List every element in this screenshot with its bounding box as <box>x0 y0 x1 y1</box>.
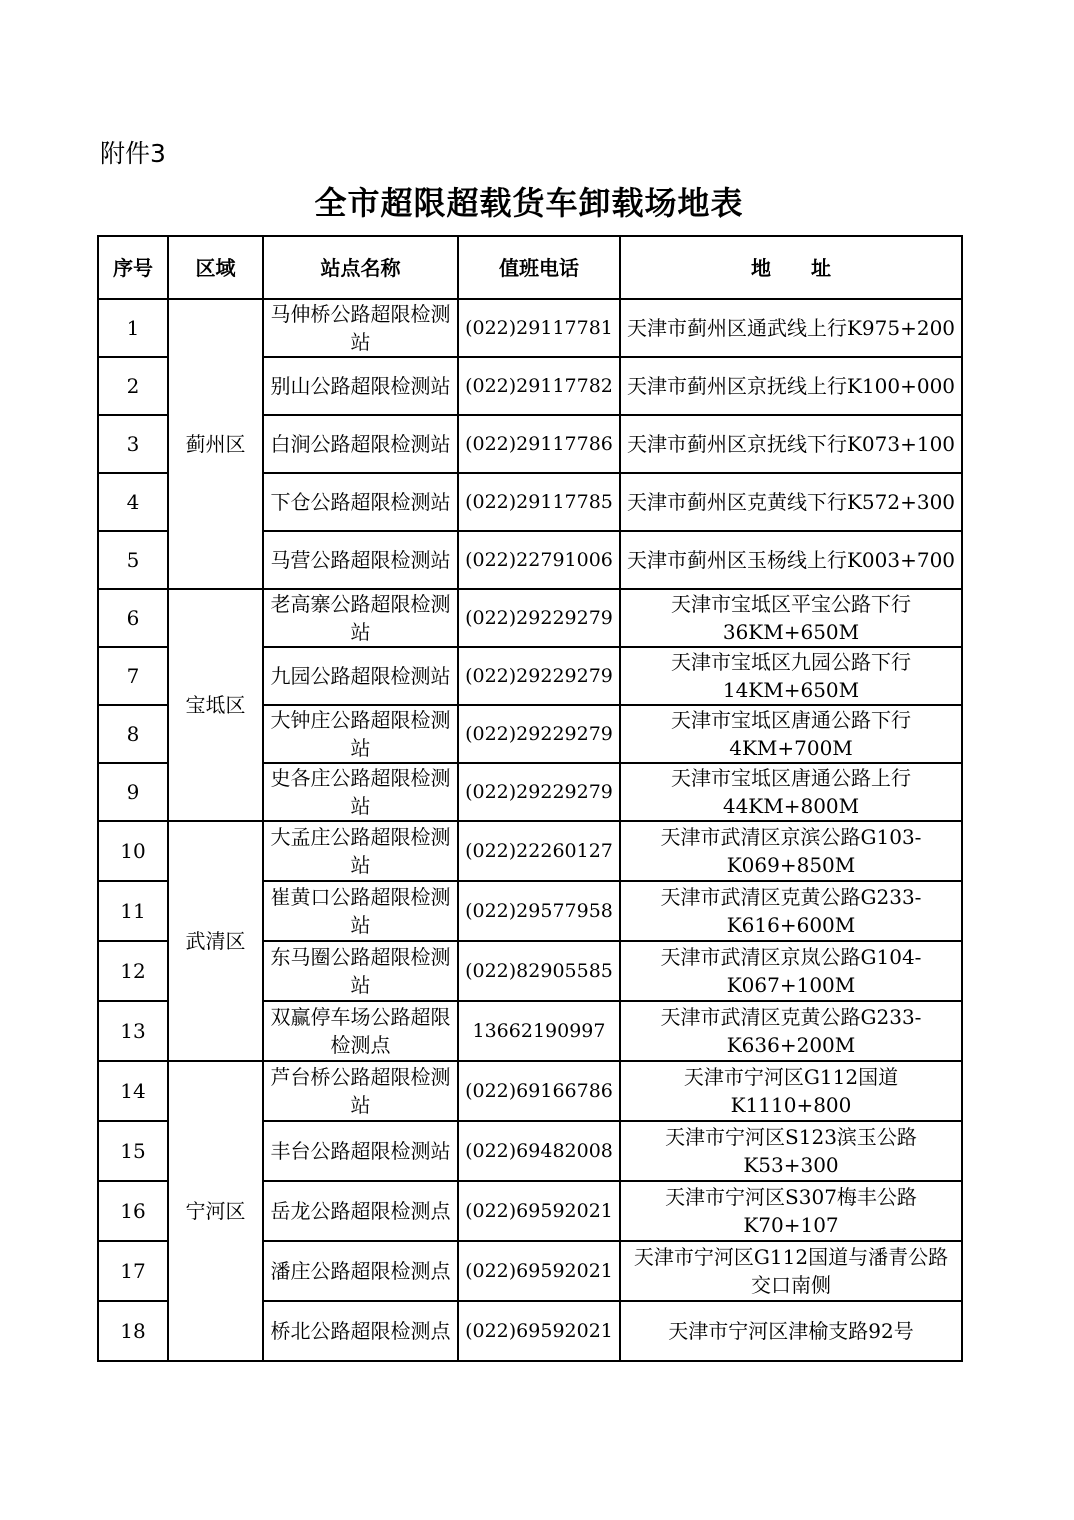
phone-number: (022)29229279 <box>458 589 620 647</box>
row-no: 14 <box>98 1061 168 1121</box>
row-no: 2 <box>98 357 168 415</box>
address: 天津市武清区京岚公路G104-K067+100M <box>620 941 962 1001</box>
address: 天津市武清区京滨公路G103-K069+850M <box>620 821 962 881</box>
table-row <box>98 821 962 881</box>
station-name: 老高寨公路超限检测站 <box>263 589 458 647</box>
address: 天津市宝坻区平宝公路下行36KM+650M <box>620 589 962 647</box>
phone-number: (022)29117782 <box>458 357 620 415</box>
table-header-row <box>98 236 962 299</box>
address: 天津市武清区克黄公路G233-K616+600M <box>620 881 962 941</box>
phone-number: (022)69166786 <box>458 1061 620 1121</box>
address: 天津市蓟州区通武线上行K975+200 <box>620 299 962 357</box>
phone-number: (022)22791006 <box>458 531 620 589</box>
document-title: 全市超限超载货车卸载场地表 <box>314 184 744 222</box>
address: 天津市宁河区S123滨玉公路K53+300 <box>620 1121 962 1181</box>
address: 天津市宁河区津榆支路92号 <box>620 1301 962 1361</box>
region-cell: 宁河区 <box>168 1061 263 1361</box>
station-name: 白涧公路超限检测站 <box>263 415 458 473</box>
table-row <box>98 589 962 647</box>
address: 天津市宝坻区唐通公路下行4KM+700M <box>620 705 962 763</box>
phone-number: (022)69592021 <box>458 1241 620 1301</box>
phone-number: (022)29117785 <box>458 473 620 531</box>
station-name: 崔黄口公路超限检测站 <box>263 881 458 941</box>
phone-number: (022)29229279 <box>458 763 620 821</box>
phone-number: (022)29117786 <box>458 415 620 473</box>
row-no: 16 <box>98 1181 168 1241</box>
row-no: 7 <box>98 647 168 705</box>
address: 天津市宁河区G112国道与潘青公路交口南侧 <box>620 1241 962 1301</box>
region-cell: 宝坻区 <box>168 589 263 821</box>
station-name: 丰台公路超限检测站 <box>263 1121 458 1181</box>
row-no: 17 <box>98 1241 168 1301</box>
table-row <box>98 1061 962 1121</box>
row-no: 5 <box>98 531 168 589</box>
row-no: 11 <box>98 881 168 941</box>
row-no: 6 <box>98 589 168 647</box>
region-cell: 蓟州区 <box>168 299 263 589</box>
unloading-sites-table <box>97 235 963 1362</box>
row-no: 13 <box>98 1001 168 1061</box>
row-no: 18 <box>98 1301 168 1361</box>
station-name: 岳龙公路超限检测点 <box>263 1181 458 1241</box>
address: 天津市宝坻区唐通公路上行44KM+800M <box>620 763 962 821</box>
address: 天津市宁河区S307梅丰公路K70+107 <box>620 1181 962 1241</box>
phone-number: (022)29577958 <box>458 881 620 941</box>
phone-number: (022)69482008 <box>458 1121 620 1181</box>
station-name: 双赢停车场公路超限检测点 <box>263 1001 458 1061</box>
header-no: 序号 <box>98 236 168 299</box>
station-name: 马营公路超限检测站 <box>263 531 458 589</box>
address: 天津市蓟州区克黄线下行K572+300 <box>620 473 962 531</box>
header-region: 区域 <box>168 236 263 299</box>
header-phone: 值班电话 <box>458 236 620 299</box>
phone-number: (022)29117781 <box>458 299 620 357</box>
row-no: 8 <box>98 705 168 763</box>
station-name: 东马圈公路超限检测站 <box>263 941 458 1001</box>
station-name: 芦台桥公路超限检测站 <box>263 1061 458 1121</box>
phone-number: (022)69592021 <box>458 1181 620 1241</box>
phone-number: (022)69592021 <box>458 1301 620 1361</box>
address: 天津市蓟州区京抚线上行K100+000 <box>620 357 962 415</box>
table-row <box>98 299 962 357</box>
row-no: 9 <box>98 763 168 821</box>
header-station: 站点名称 <box>263 236 458 299</box>
phone-number: (022)22260127 <box>458 821 620 881</box>
station-name: 下仓公路超限检测站 <box>263 473 458 531</box>
attachment-label: 附件3 <box>100 139 166 168</box>
station-name: 桥北公路超限检测点 <box>263 1301 458 1361</box>
station-name: 别山公路超限检测站 <box>263 357 458 415</box>
phone-number: (022)29229279 <box>458 705 620 763</box>
address: 天津市蓟州区玉杨线上行K003+700 <box>620 531 962 589</box>
phone-number: 13662190997 <box>458 1001 620 1061</box>
row-no: 1 <box>98 299 168 357</box>
station-name: 大孟庄公路超限检测站 <box>263 821 458 881</box>
address: 天津市宝坻区九园公路下行14KM+650M <box>620 647 962 705</box>
region-cell: 武清区 <box>168 821 263 1061</box>
station-name: 潘庄公路超限检测点 <box>263 1241 458 1301</box>
row-no: 4 <box>98 473 168 531</box>
address: 天津市宁河区G112国道K1110+800 <box>620 1061 962 1121</box>
row-no: 12 <box>98 941 168 1001</box>
address: 天津市武清区克黄公路G233-K636+200M <box>620 1001 962 1061</box>
station-name: 大钟庄公路超限检测站 <box>263 705 458 763</box>
row-no: 15 <box>98 1121 168 1181</box>
row-no: 3 <box>98 415 168 473</box>
address: 天津市蓟州区京抚线下行K073+100 <box>620 415 962 473</box>
header-address: 地 址 <box>620 236 962 299</box>
station-name: 九园公路超限检测站 <box>263 647 458 705</box>
station-name: 马伸桥公路超限检测站 <box>263 299 458 357</box>
phone-number: (022)29229279 <box>458 647 620 705</box>
station-name: 史各庄公路超限检测站 <box>263 763 458 821</box>
phone-number: (022)82905585 <box>458 941 620 1001</box>
row-no: 10 <box>98 821 168 881</box>
